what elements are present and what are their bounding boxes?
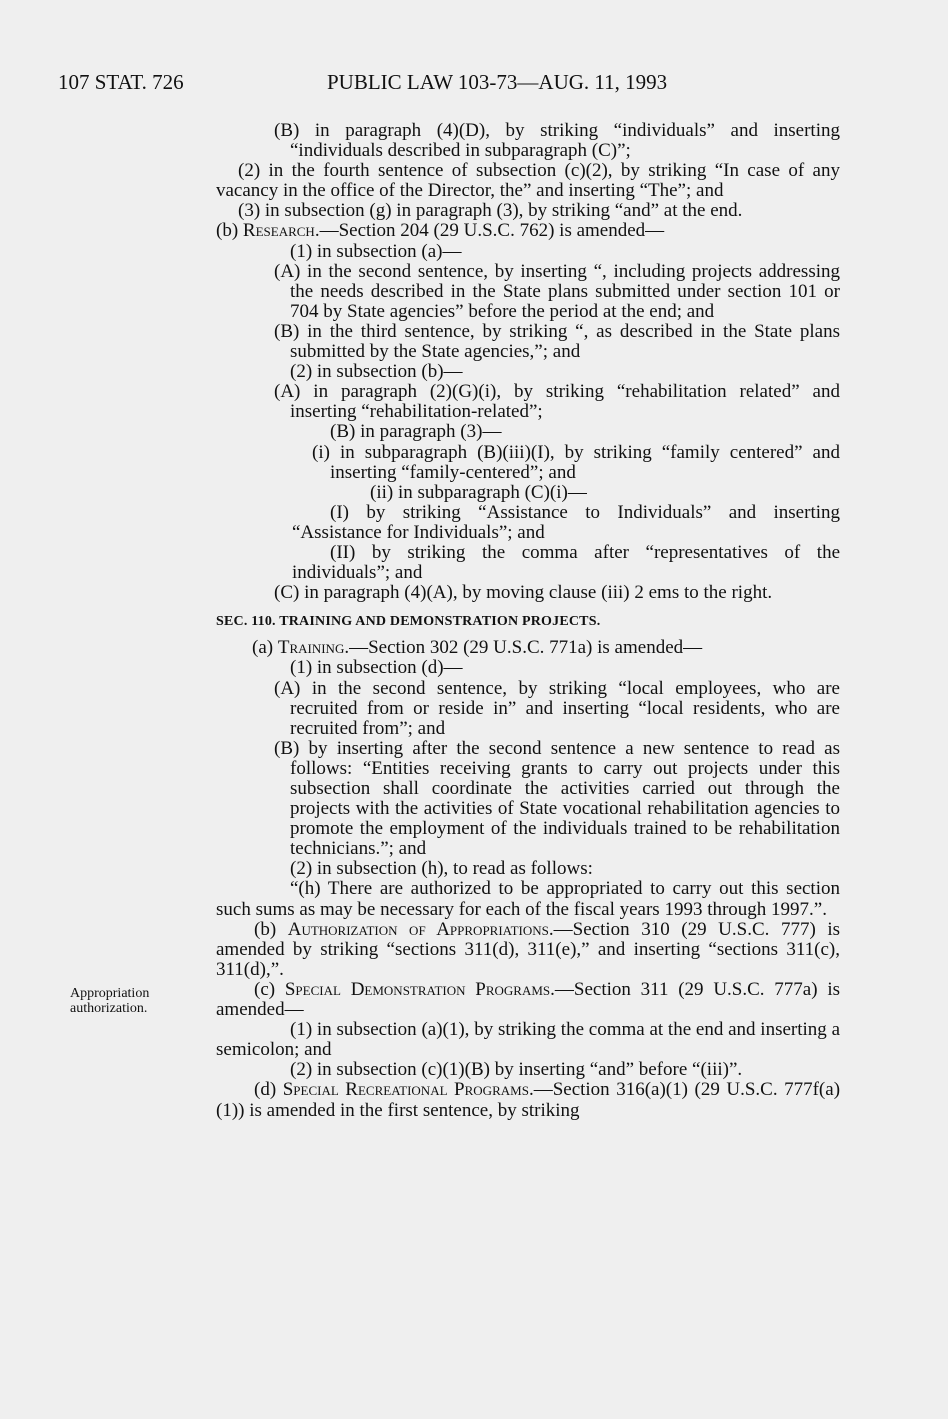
- subsection-heading: Special Demonstration Programs: [284, 978, 551, 1000]
- subsection-text: .—Section 204 (29 U.S.C. 762) is amended—: [314, 220, 665, 242]
- paragraph: (I) by striking “Assistance to Individuals” and inserting “Assistance for Individuals”; and: [292, 501, 840, 543]
- paragraph: (A) in the second sentence, by striking “local employees, who are recruited from or reside in” and inserting “local residents, who are recruited from”; and: [274, 677, 840, 739]
- subsection-paragraph: [216, 980, 840, 1020]
- subsection-heading: Training: [277, 637, 345, 659]
- subsection-paragraph: [216, 920, 840, 980]
- paragraph: (B) in paragraph (4)(D), by striking “individuals” and inserting “individuals described in subparagraph (C)”;: [274, 120, 840, 162]
- paragraph: (2) in subsection (h), to read as follows:: [290, 858, 593, 880]
- subsection-text: .—Section 310 (29 U.S.C. 777) is amended by striking “sections 311(d), 311(e),” and inserting “sections 311(c), 311(d),”.: [216, 918, 841, 980]
- subsection-heading: Research: [242, 220, 315, 242]
- paragraph: “(h) There are authorized to be appropriated to carry out this section such sums as may be necessary for each of the fiscal years 1993 through 1997.”.: [216, 878, 840, 920]
- subsection-number: (b): [254, 918, 288, 940]
- paragraph: (B) in paragraph (3)—: [330, 421, 502, 443]
- paragraph: (1) in subsection (a)—: [290, 240, 462, 262]
- paragraph: (2) in the fourth sentence of subsection (c)(2), by striking “In case of any vacancy in the office of the Director, the” and inserting “The”; and: [216, 160, 840, 202]
- paragraph: (A) in paragraph (2)(G)(i), by striking “rehabilitation related” and inserting “rehabilitation-related”;: [274, 381, 840, 423]
- margin-note: [70, 986, 190, 1016]
- subsection-number: (b): [216, 220, 243, 242]
- subsection-text: .—Section 311 (29 U.S.C. 777a) is amended—: [216, 978, 840, 1021]
- paragraph: (2) in subsection (b)—: [290, 361, 463, 383]
- paragraph: (ii) in subparagraph (C)(i)—: [370, 481, 587, 503]
- paragraph: (1) in subsection (a)(1), by striking the comma at the end and inserting a semicolon; and: [216, 1019, 840, 1061]
- paragraph: (C) in paragraph (4)(A), by moving clause (iii) 2 ems to the right.: [274, 582, 773, 604]
- section-heading: SEC. 110. TRAINING AND DEMONSTRATION PROJECTS.: [216, 614, 601, 630]
- paragraph: (1) in subsection (d)—: [290, 657, 463, 679]
- margin-note-line: Appropriation: [70, 986, 150, 1001]
- page-stat-number: 107 STAT. 726: [58, 70, 184, 94]
- paragraph: (3) in subsection (g) in paragraph (3), by striking “and” at the end.: [238, 200, 743, 222]
- paragraph: (i) in subparagraph (B)(iii)(I), by striking “family centered” and inserting “family-centered”; and: [312, 441, 840, 483]
- subsection-paragraph: [216, 638, 840, 658]
- paragraph: (II) by striking the comma after “representatives of the individuals”; and: [292, 541, 840, 584]
- subsection-heading: Special Recreational Programs: [282, 1079, 529, 1101]
- statute-text: [216, 121, 840, 1121]
- subsection-paragraph: [216, 221, 840, 241]
- margin-note-line: authorization.: [70, 1001, 148, 1016]
- paragraph: (B) by inserting after the second sentence a new sentence to read as follows: “Entities receiving grants to carry out projects under this subsection shall coordinate the activities carried out through the projects with the activities of State vocational rehabilitation agencies to promote the employment of the individuals trained to be rehabilitation technicians.”; and: [274, 737, 840, 860]
- paragraph: (A) in the second sentence, by inserting “, including projects addressing the needs described in the State plans submitted under section 101 or 704 by State agencies” before the period at the end; and: [274, 260, 840, 322]
- running-head: PUBLIC LAW 103-73—AUG. 11, 1993: [327, 70, 668, 94]
- paragraph: (2) in subsection (c)(1)(B) by inserting “and” before “(iii)”.: [290, 1059, 743, 1081]
- subsection-text: .—Section 316(a)(1) (29 U.S.C. 777f(a)(1)) is amended in the first sentence, by striking: [216, 1079, 841, 1121]
- subsection-number: (d): [254, 1079, 283, 1101]
- subsection-heading: Authorization of Appropriations: [287, 918, 549, 940]
- paragraph: (B) in the third sentence, by striking “, as described in the State plans submitted by the State agencies,”; and: [274, 320, 840, 363]
- subsection-number: (c): [254, 978, 285, 1000]
- subsection-paragraph: [216, 1080, 840, 1120]
- subsection-text: .—Section 302 (29 U.S.C. 771a) is amended—: [344, 637, 703, 659]
- subsection-number: (a): [252, 637, 278, 659]
